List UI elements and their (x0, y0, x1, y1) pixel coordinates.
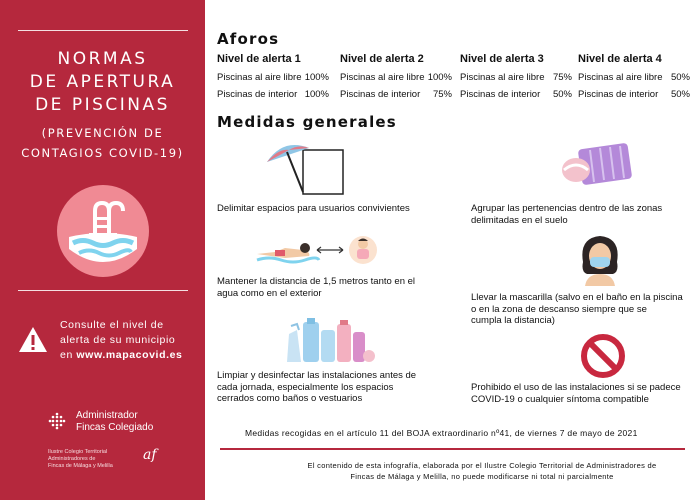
alert-line-3 (60, 348, 200, 363)
grid-logo-icon (48, 412, 66, 430)
level-heading: Nivel de alerta 2 (340, 53, 424, 65)
measure-text: Limpiar y desinfectar las instalaciones antes de (217, 370, 417, 381)
alert-line-2: alerta de su municipio (60, 334, 176, 346)
legal-line-2: Fincas de Málaga y Melilla, no puede modificarse ni total ni parcialmente (350, 472, 614, 481)
row-label: Piscinas al aire libre (217, 72, 302, 83)
measure-item-5 (217, 370, 442, 405)
page-title (0, 48, 205, 117)
brand-line-1: Administrador (76, 410, 138, 421)
level-row (578, 69, 690, 86)
level-row (340, 69, 452, 86)
brand-text (76, 410, 216, 434)
row-value: 50% (552, 89, 572, 100)
measure-text: Llevar la mascarilla (salvo en el baño en la piscina (471, 292, 683, 303)
measure-text: cada jornada, especialmente los espacios (217, 381, 394, 393)
medidas-heading: Medidas generales (217, 113, 397, 131)
level-row (460, 86, 572, 103)
row-label: Piscinas de interior (340, 89, 421, 100)
brand-line-2: Fincas Colegiado (76, 422, 154, 433)
divider-bottom (18, 290, 188, 291)
row-label: Piscinas de interior (217, 89, 298, 100)
towel-icon (560, 140, 640, 190)
footer-divider (220, 448, 685, 450)
row-value: 50% (670, 72, 690, 83)
row-label: Piscinas al aire libre (340, 72, 425, 83)
level-row (340, 86, 452, 103)
level-row (217, 69, 329, 86)
title-line-2: DE APERTURA (29, 72, 176, 92)
measure-text: Delimitar espacios para usuarios convivientes (217, 203, 410, 214)
legal-notice (277, 460, 687, 482)
level-row (460, 69, 572, 86)
row-label: Piscinas al aire libre (578, 72, 663, 83)
warning-icon (18, 325, 48, 355)
row-value: 100% (304, 89, 329, 100)
measure-text: Mantener la distancia de 1,5 metros tanto en el (217, 276, 416, 287)
legal-line-1: El contenido de esta infografía, elaborada por el Ilustre Colegio Territorial de Administradores de (307, 461, 657, 470)
pool-ladder-icon (55, 183, 151, 279)
row-label: Piscinas al aire libre (460, 72, 545, 83)
cleaning-products-icon (283, 316, 378, 364)
distance-swimmer-icon (255, 230, 380, 270)
alert-line-1: Consulte el nivel de (60, 319, 164, 331)
measure-item-2 (471, 203, 689, 226)
measure-text: Prohibido el uso de las instalaciones si se padece (471, 382, 681, 393)
level-row (217, 86, 329, 103)
alert-level-4 (578, 53, 698, 103)
divider-top (18, 30, 188, 31)
measure-text: cumpla la distancia) (471, 315, 555, 326)
subtitle-line-2: CONTAGIOS COVID-19) (21, 146, 184, 160)
measure-item-3 (217, 276, 442, 299)
level-heading: Nivel de alerta 1 (217, 53, 301, 65)
measure-item-4 (471, 292, 691, 327)
measure-text: cerrados como baños o vestuarios (217, 393, 363, 404)
alert-prefix: en (60, 349, 77, 361)
level-heading: Nivel de alerta 3 (460, 53, 544, 65)
level-row (578, 86, 690, 103)
row-label: Piscinas de interior (460, 89, 541, 100)
main-content (205, 0, 700, 500)
colegio-text (48, 449, 138, 470)
row-value: 75% (552, 72, 572, 83)
row-value: 50% (670, 89, 690, 100)
row-value: 100% (427, 72, 452, 83)
title-line-1: NORMAS (57, 49, 148, 69)
page-subtitle (0, 123, 205, 163)
colegio-line-1: Ilustre Colegio Territorial (48, 449, 108, 455)
prohibited-icon (580, 333, 626, 379)
measure-text: COVID-19 o cualquier síntoma compatible (471, 393, 649, 405)
mask-woman-icon (575, 232, 625, 286)
measure-text: agua como en el exterior (217, 287, 322, 299)
measure-item-1 (217, 203, 447, 215)
measure-item-6 (471, 382, 691, 405)
row-value: 100% (304, 72, 329, 83)
source-note: Medidas recogidas en el artículo 11 del BOJA extraordinario nº41, de viernes 7 de mayo de 2021 (245, 428, 638, 438)
colegio-line-2: Administradores de (48, 456, 96, 462)
level-heading: Nivel de alerta 4 (578, 53, 662, 65)
colegio-logo: af (143, 447, 157, 463)
umbrella-area-icon (265, 140, 355, 198)
alert-notice (60, 318, 200, 363)
aforos-heading: Aforos (217, 30, 280, 48)
colegio-line-3: Fincas de Málaga y Melilla (48, 463, 113, 469)
alert-level-1 (217, 53, 337, 103)
sidebar-panel (0, 0, 205, 500)
measure-text: Agrupar las pertenencias dentro de las zonas (471, 203, 663, 214)
measure-text: delimitadas en el suelo (471, 214, 568, 226)
alert-level-2 (340, 53, 460, 103)
measure-text: o en la zona de descanso siempre que se (471, 303, 647, 315)
title-line-3: DE PISCINAS (35, 95, 170, 115)
alert-level-3 (460, 53, 580, 103)
mapacovid-link[interactable]: www.mapacovid.es (76, 349, 183, 361)
subtitle-line-1: (PREVENCIÓN DE (41, 126, 164, 140)
row-label: Piscinas de interior (578, 89, 659, 100)
row-value: 75% (432, 89, 452, 100)
